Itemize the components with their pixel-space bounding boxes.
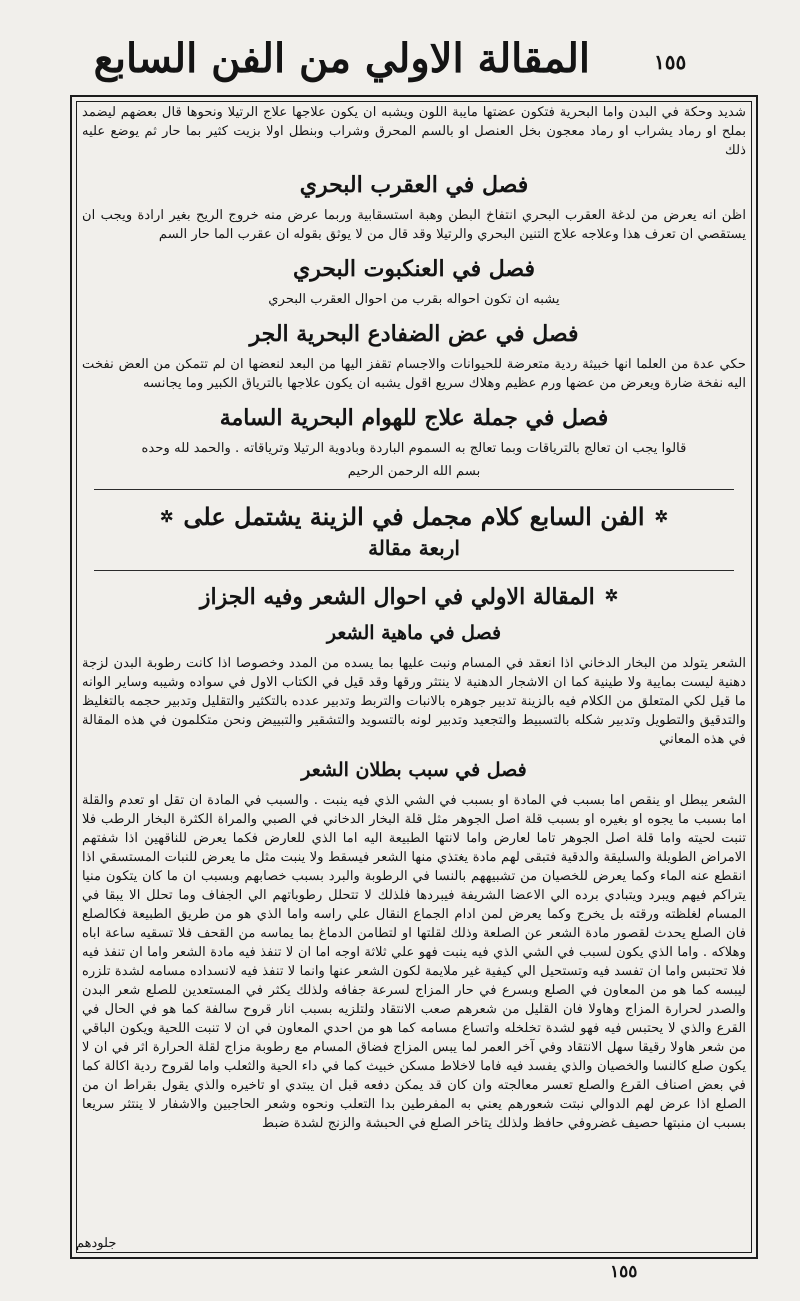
section-paragraph-sea-venom-treatment: قالوا يجب ان تعالج بالترياقات وبما تعالج به السموم الباردة وبادوية الرتيلا وترياقاته . والحمد لله وحده (141, 441, 687, 456)
footer-page-number: ١٥٥ (610, 1262, 638, 1282)
divider-rule (94, 489, 734, 490)
section-paragraph-sea-frogs: حكي عدة من العلما انها خبيثة ردية متعرضة للحيوانات والاجسام تقفز اليها من البعد لنعضها ان لم تتمكن من العض نفخت اليه نفخة ضارة ويعرض من عضها ورم عظيم وهلاك سريع اقول يشبه ان يكون علاجها بالترياق الكبير وما يجانسه (82, 357, 746, 391)
book-heading-text: الفن السابع كلام مجمل في الزينة يشتمل على (183, 502, 645, 531)
intro-paragraph: شديد وحكة في البدن واما البحرية فتكون عضتها مايبة اللون ويشبه ان يكون علاجها علاج الرتيلا ونحوها قال بعضهم ليضمد بملح او رماد يشراب او رماد معجون بخل العنصل او بالسم المحرق وشراب وبنطل اولا بزيت كثير بما حار ثم يوضع عليه ذلك (82, 105, 746, 158)
section-heading-sea-scorpion: فصل في العقرب البحري (299, 172, 529, 198)
book-heading-block (82, 502, 746, 562)
star-ornament-icon: ✲ (604, 586, 619, 605)
section-paragraph-sea-spider: يشبه ان تكون احواله بقرب من احوال العقرب البحري (268, 292, 560, 307)
running-title: المقالة الاولي من الفن السابع (93, 35, 590, 82)
text-frame (70, 95, 758, 1259)
section-paragraph-sea-scorpion: اظن انه يعرض من لدغة العقرب البحري انتفاخ البطن وهبة استسقابية وربما عرض منه خروج الريح بغير ارادة ويجب ان يستقصي ان تعرف هذا وعلاجه علاج التنين البحري والرتيلا وقد قال من لا يوثق بقوله ان عقرب الما حار السم (82, 208, 746, 242)
basmala: بسم الله الرحمن الرحيم (347, 464, 481, 479)
section-paragraph-hair-loss: الشعر يبطل او ينقص اما بسبب في المادة او بسبب في الشي الذي فيه ينبت . والسبب في المادة ان تقل او تعدم والقلة اما بسبب ما يجوه او بغيره او بسبب قلة اصل الجوهر مثل قلة البخار الدخاني في الصبي والمراة الكثرة البخار الرطب فلا تنبت لحيته واما قلة اصل الجوهر تاما لعارض واما لانتها الطبيعة اليه اما الذي للعارض فكما يعرض للناقهين اذا شفتهم الامراض الطويلة والسليقة والدقية فتبقى لهم مادة يغتذي منها الشعر فيسقط ولا ينبت مثل ما يعرض للنبات المستسقي اذا انقطع عنه الماء وكما يعرض للخصيان من تشبيههم بالنسا في الرطوبة والبرد بسبب خصابهم وبسبب ان ما كان يتكون منيا يتراكم فيهم ويبرد ويتبادي برده الي الاعضا الشريفة فيبردها فلذلك لا تتحلل رطوباتهم الي الجفاف وما تحلل الا يبقا في المسام لغلظته ورقته بل يخرج وكما يعرض لمن ادام الجماع النقال علي راسه واما الذي هو من طريق الطبيعة فكالصلع فان الصلع يحدث لقصور مادة الشعر عن الصلعة وذلك لقلتها او لتطامن الدماغ بما يماسه من القحف فلا تسقيه ساعة اباه وهلاكه . واما الذي يكون لسبب في الشي الذي فيه ينبت فهو علي ثلاثة اوجه اما ان لا تنفذ فيه مادة الشعر واما ان تنفذ فيه فلا تحتبس واما ان تفسد فيه وتستحيل الي كيفية غير ملايمة لكون الشعر عنها وانما لا تنفذ فيه لانسداده مسامه لشدة تلزره ليبسه كما هو من المعاون في الصلع وبسرع في حار المزاج لسرعة جفافه ولذلك يكثر في المستعدين للصلع شعر البدن والصدر لحرارة المزاج وهاولا فان القليل من شعرهم صعب الانتقاد ولتلزيه بسبب انار قروح سالفة كما هو في الحال في القرع والذي لا يحتبس فيه فهو لشدة تخلخله واتساع مسامه كما هو من احدي المعاون في ان لا تنبت اللحية ويكون الباقي من شعر هاولا رقيقا سهل الانتقاد وفي آخر العمر لما يبس المزاج فضاق المسام مع رطوبة مزاج لقلة الحرارة اثر في ان لا يكون صلع كالنسا والخصيان والذي يفسد فيه فاما لاخلاط مسكن خبيث كما في داء الحية والثعلب واما لقروح ردية اكالة كما في بعض اصناف القرع والصلع تعسر معالجته وان كان قد يمكن دفعه قبل ان يبتدي او تاخيره والذي يقول بقراط ان من الصلع اذا عرض لهم الدوالي نبتت شعورهم يعني به المفرطين بدا التعلب ونحوه وشعر الحاجبين والاشفار لا ينتثر سريعا بسبب ان منبتها حصيف غضروفي حافظ ولذلك يتاخر الصلع في الحبشة والزنج لشدة ضبط (82, 793, 746, 1131)
header-page-number: ١٥٥ (654, 50, 687, 74)
page-header (0, 28, 800, 90)
section-heading-sea-venom-treatment: فصل في جملة علاج للهوام البحرية السامة (219, 405, 609, 431)
maqala-heading (82, 581, 746, 612)
section-heading-hair-nature: فصل في ماهية الشعر (326, 622, 502, 644)
divider-rule (94, 570, 734, 571)
book-subheading: اربعة مقالة (368, 536, 460, 560)
star-ornament-icon: ✲ (160, 507, 174, 526)
section-paragraph-hair-nature: الشعر يتولد من البخار الدخاني اذا انعقد في المسام ونبت عليها بما يسده من المدد وخصوصا اذا كانت رطوبة البدن لزجة دهنية ليست بمايية ولا طينية كما ان الاشجار الدهنية لا ينتثر ورقها وقد قيل في الكتاب الاول في سواده وشيبه وساير الوانه ما قيل لكي المتعلق من الكلام فيه بالزينة تدبير جوهره بالانبات والتربط وتدبير عدده بالتكثير والتقليل وتدبير حجمه بالتغليظ والتدقيق والتطويل وتدبير شكله بالتسبيط والتجعيد وتدبير لونه بالتسويد والتشقير والتبييض ونحن متكلمون في هذه المقالة في هذه المعاني (82, 656, 746, 747)
catchword: جلودهم (76, 1236, 117, 1251)
star-ornament-icon: ✲ (654, 507, 668, 526)
text-body (82, 103, 746, 1251)
book-heading (82, 502, 746, 532)
maqala-heading-text: المقالة الاولي في احوال الشعر وفيه الجزاز (199, 584, 595, 610)
section-heading-hair-loss: فصل في سبب بطلان الشعر (301, 759, 527, 781)
section-heading-sea-frogs: فصل في عض الضفادع البحرية الجر (249, 321, 579, 347)
section-heading-sea-spider: فصل في العنكبوت البحري (292, 256, 536, 282)
